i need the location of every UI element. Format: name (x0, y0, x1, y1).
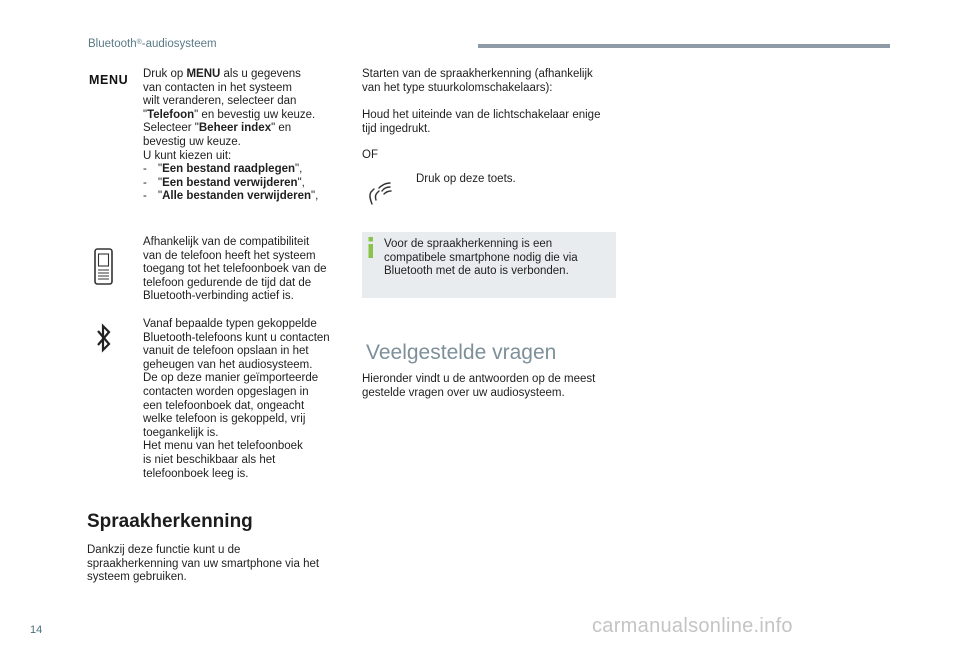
bluetooth-icon (95, 322, 113, 354)
start-line: van het type stuurkolomschakelaars): (362, 81, 553, 94)
voice-start-text (362, 68, 622, 95)
info-line: compatibele smartphone nodig die via (384, 251, 578, 264)
list-item: - "Een bestand raadplegen", (143, 163, 303, 176)
hold-line: tijd ingedrukt. (362, 122, 431, 135)
running-header (88, 38, 217, 52)
menu-line-2: van contacten in het systeem (143, 81, 292, 94)
start-line: Starten van de spraakherkenning (afhankelijk (362, 68, 593, 80)
menu-line-6: bevestig uw keuze. (143, 135, 241, 148)
bt-note-line: vanuit de telefoon opslaan in het (143, 345, 309, 358)
bt-note-line: contacten worden opgeslagen in (143, 385, 309, 398)
header-divider (478, 44, 890, 48)
phone-note-line: telefoon gedurende de tijd dat de (143, 276, 312, 289)
header-title-sup: ® (136, 39, 142, 46)
list-item: - "Een bestand verwijderen", (143, 176, 305, 189)
spraak-intro (87, 544, 357, 585)
bt-note-line: telefoonboek leeg is. (143, 467, 249, 480)
info-line: Voor de spraakherkenning is een (384, 238, 553, 250)
phone-note (143, 236, 343, 304)
bt-note-line: Het menu van het telefoonboek (143, 440, 303, 453)
menu-line-4: "Telefoon" en bevestig uw keuze. (143, 108, 316, 121)
watermark: carmanualsonline.info (592, 615, 793, 637)
page-number: 14 (30, 624, 43, 636)
hold-line: Houd het uiteinde van de lichtschakelaar enige (362, 109, 601, 121)
bt-note-line: welke telefoon is gekoppeld, vrij (143, 413, 306, 426)
bt-note-line: Bluetooth-telefoons kunt u contacten (143, 331, 330, 344)
bluetooth-note (143, 318, 343, 481)
bt-note-line: is niet beschikbaar als het (143, 453, 276, 466)
phone-note-line: van de telefoon heeft het systeem (143, 249, 316, 262)
spraak-line: spraakherkenning van uw smartphone via het (87, 557, 320, 570)
section-heading-faq: Veelgestelde vragen (366, 341, 557, 364)
bt-note-line: geheugen van het audiosysteem. (143, 358, 313, 371)
hold-switch-text (362, 109, 622, 136)
bt-note-line: een telefoonboek dat, ongeacht (143, 399, 305, 412)
section-heading-spraakherkenning: Spraakherkenning (87, 511, 253, 532)
faq-line: Hieronder vindt u de antwoorden op de meest (362, 373, 596, 385)
menu-button-label: MENU (89, 73, 129, 87)
phone-note-line: toegang tot het telefoonboek van de (143, 263, 327, 276)
faq-intro (362, 373, 622, 400)
faq-line: gestelde vragen over uw audiosysteem. (362, 386, 565, 399)
menu-line-3: wilt veranderen, selecteer dan (143, 95, 297, 108)
bt-note-line: Vanaf bepaalde typen gekoppelde (143, 318, 317, 330)
or-text: OF (362, 149, 378, 161)
phone-note-line: Bluetooth-verbinding actief is. (143, 290, 294, 303)
info-icon (367, 237, 375, 259)
header-title-post: -audiosysteem (141, 38, 217, 50)
bt-note-line: De op deze manier geïmporteerde (143, 372, 319, 385)
header-title-pre: Bluetooth (88, 38, 137, 50)
info-text (384, 238, 610, 279)
spraak-line: systeem gebruiken. (87, 571, 187, 584)
list-item: - "Alle bestanden verwijderen", (143, 190, 319, 203)
options-list (143, 163, 343, 204)
mobile-phone-icon (93, 248, 115, 286)
voice-command-icon (366, 178, 396, 206)
menu-instructions (143, 68, 343, 204)
spraak-line: Dankzij deze functie kunt u de (87, 544, 241, 556)
phone-note-line: Afhankelijk van de compatibiliteit (143, 236, 310, 248)
press-button-text: Druk op deze toets. (416, 173, 516, 185)
menu-line-7: U kunt kiezen uit: (143, 149, 232, 162)
menu-line-5: Selecteer "Beheer index" en (143, 122, 292, 135)
menu-line-1: Druk op MENU als u gegevens (143, 68, 301, 80)
info-line: Bluetooth met de auto is verbonden. (384, 265, 569, 278)
bt-note-line: toegankelijk is. (143, 426, 219, 439)
